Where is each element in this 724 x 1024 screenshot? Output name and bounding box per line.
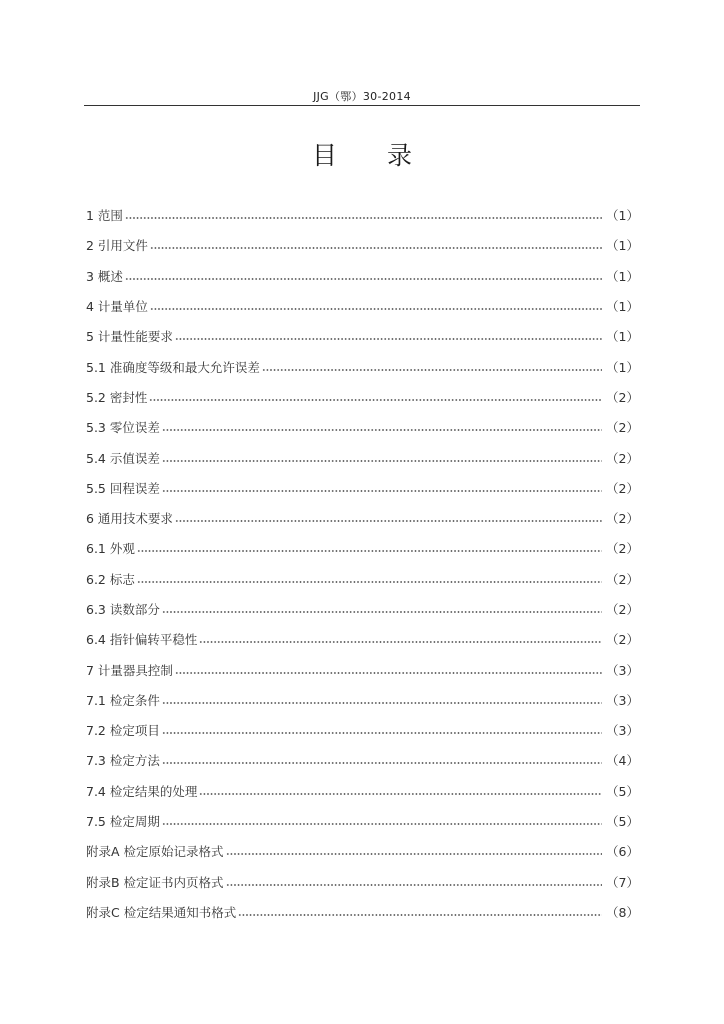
toc-item-page: （1） <box>606 299 639 315</box>
toc-leader-dots <box>162 823 602 825</box>
toc-item-page: （2） <box>606 571 639 587</box>
toc-item[interactable] <box>86 351 639 381</box>
toc-item-label: 5.1 准确度等级和最大允许误差 <box>86 359 260 375</box>
toc-item[interactable] <box>86 321 639 351</box>
toc-item[interactable] <box>86 442 639 472</box>
toc-item-page: （8） <box>606 904 639 920</box>
toc-leader-dots <box>175 672 602 674</box>
toc-item-label: 附录C 检定结果通知书格式 <box>86 904 237 920</box>
toc-item[interactable] <box>86 412 639 442</box>
toc-item-label: 7.2 检定项目 <box>86 723 160 739</box>
toc-item[interactable] <box>86 654 639 684</box>
toc-leader-dots <box>149 399 602 401</box>
header-rule <box>84 105 640 106</box>
toc-item-page: （7） <box>606 874 639 890</box>
toc-item[interactable] <box>86 685 639 715</box>
toc-item[interactable] <box>86 897 639 927</box>
toc-leader-dots <box>137 581 602 583</box>
toc-leader-dots <box>150 308 602 310</box>
toc-leader-dots <box>162 702 602 704</box>
toc-item-label: 附录A 检定原始记录格式 <box>86 844 224 860</box>
toc-leader-dots <box>199 793 602 795</box>
toc-leader-dots <box>162 732 602 734</box>
toc-item-label: 6.3 读数部分 <box>86 602 160 617</box>
toc-item-page: （6） <box>606 844 639 860</box>
toc-leader-dots <box>137 550 602 552</box>
toc-item-page: （1） <box>606 359 639 375</box>
toc-item-page: （1） <box>606 208 639 224</box>
toc-item-page: （5） <box>606 814 639 830</box>
toc-item-page: （1） <box>606 268 639 284</box>
toc-item[interactable] <box>86 836 639 866</box>
toc-leader-dots <box>162 611 602 613</box>
toc-item[interactable] <box>86 745 639 775</box>
toc-item-label: 5.4 示值误差 <box>86 450 160 466</box>
toc-item-label: 7.4 检定结果的处理 <box>86 783 198 799</box>
page-title <box>84 136 640 172</box>
toc-item-label: 6.2 标志 <box>86 571 135 587</box>
toc-item-page: （5） <box>606 783 639 799</box>
toc-item[interactable] <box>86 564 639 594</box>
title-char-1: 目 <box>311 141 337 170</box>
toc-item-label: 6.4 指针偏转平稳性 <box>86 632 198 648</box>
toc-item[interactable] <box>86 261 639 291</box>
toc-item[interactable] <box>86 624 639 654</box>
toc-item[interactable] <box>86 291 639 321</box>
title-char-2: 录 <box>387 141 413 170</box>
toc-item-label: 6 通用技术要求 <box>86 511 173 527</box>
toc-item[interactable] <box>86 503 639 533</box>
toc-leader-dots <box>162 460 602 462</box>
toc-item-label: 3 概述 <box>86 268 123 284</box>
toc-item[interactable] <box>86 776 639 806</box>
toc-item-label: 4 计量单位 <box>86 299 148 315</box>
toc-item[interactable] <box>86 806 639 836</box>
document-code-header: JJG（鄂）30-2014 <box>313 90 411 103</box>
toc-item-label: 5 计量性能要求 <box>86 329 173 345</box>
toc-leader-dots <box>125 217 602 219</box>
toc-leader-dots <box>238 914 602 916</box>
toc-item[interactable] <box>86 200 639 230</box>
toc-item-page: （2） <box>606 541 639 557</box>
toc-item-label: 5.5 回程误差 <box>86 480 160 496</box>
toc-leader-dots <box>162 762 602 764</box>
toc-item-page: （1） <box>606 329 639 345</box>
toc-item[interactable] <box>86 533 639 563</box>
toc-item-page: （2） <box>606 632 639 648</box>
toc-item-page: （2） <box>606 602 639 617</box>
toc-item-label: 附录B 检定证书内页格式 <box>86 874 224 890</box>
toc-leader-dots <box>175 520 602 522</box>
toc-item[interactable] <box>86 594 639 624</box>
toc-item-label: 7.3 检定方法 <box>86 753 160 769</box>
toc-item[interactable] <box>86 867 639 897</box>
toc-item-page: （2） <box>606 420 639 436</box>
toc-item-page: （3） <box>606 662 639 678</box>
toc-leader-dots <box>150 247 602 249</box>
toc-item-page: （3） <box>606 723 639 739</box>
toc-item-label: 2 引用文件 <box>86 238 148 254</box>
toc-leader-dots <box>162 490 602 492</box>
toc-leader-dots <box>226 853 603 855</box>
toc-item-label: 1 范围 <box>86 208 123 224</box>
toc-leader-dots <box>226 884 602 886</box>
table-of-contents <box>86 200 639 927</box>
toc-item-page: （4） <box>606 753 639 769</box>
toc-item[interactable] <box>86 715 639 745</box>
toc-leader-dots <box>199 641 602 643</box>
toc-item[interactable] <box>86 473 639 503</box>
toc-item-page: （2） <box>606 389 639 405</box>
toc-leader-dots <box>262 369 602 371</box>
toc-item-label: 7 计量器具控制 <box>86 662 173 678</box>
toc-item-label: 5.3 零位误差 <box>86 420 160 436</box>
toc-item-label: 7.5 检定周期 <box>86 814 160 830</box>
toc-item-page: （1） <box>606 238 639 254</box>
toc-item[interactable] <box>86 230 639 260</box>
toc-item-label: 6.1 外观 <box>86 541 135 557</box>
toc-item-label: 5.2 密封性 <box>86 389 148 405</box>
toc-leader-dots <box>125 278 602 280</box>
toc-item-page: （2） <box>606 480 639 496</box>
toc-leader-dots <box>175 338 602 340</box>
toc-item[interactable] <box>86 382 639 412</box>
toc-leader-dots <box>162 429 602 431</box>
toc-item-label: 7.1 检定条件 <box>86 692 160 708</box>
toc-item-page: （3） <box>606 692 639 708</box>
toc-item-page: （2） <box>606 450 639 466</box>
toc-item-page: （2） <box>606 511 639 527</box>
